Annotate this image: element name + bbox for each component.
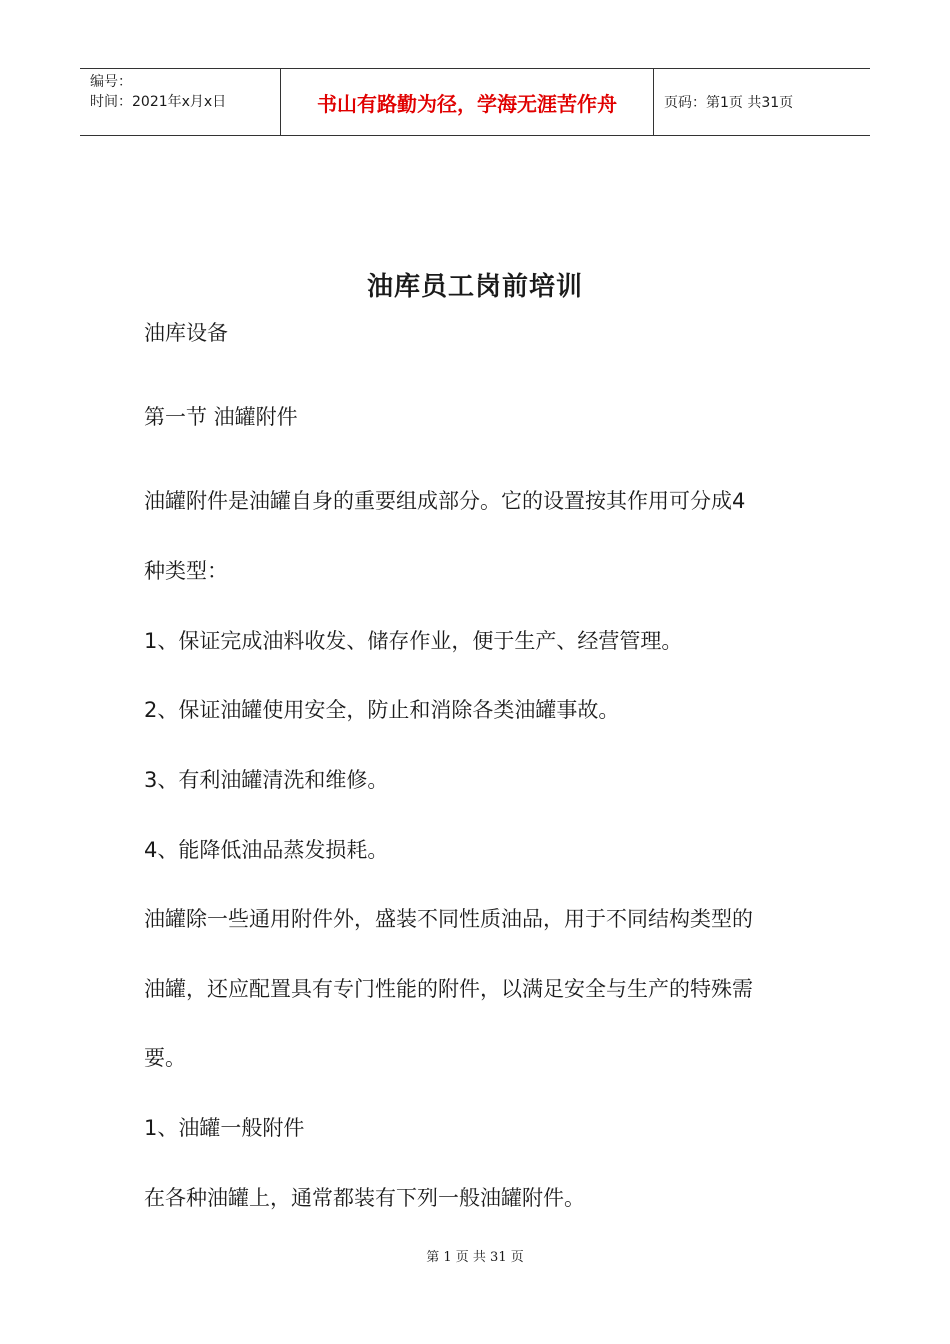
page-footer: 第 1 页 共 31 页 [426,1250,524,1265]
header-meta [80,69,281,135]
list-item: 2、保证油罐使用安全，防止和消除各类油罐事故。 [144,698,620,722]
paragraph-line: 油罐除一些通用附件外，盛装不同性质油品，用于不同结构类型的 [144,907,753,931]
paragraph-line: 在各种油罐上，通常都装有下列一般油罐附件。 [144,1186,585,1210]
paragraph-line: 油罐，还应配置具有专门性能的附件，以满足安全与生产的特殊需 [144,977,753,1001]
header-motto: 书山有路勤为径，学海无涯苦作舟 [281,69,654,135]
paragraph-line: 种类型： [144,559,228,583]
paragraph-line: 油罐附件是油罐自身的重要组成部分。它的设置按其作用可分成4 [144,489,746,513]
header-number-label: 编号： [90,74,132,90]
list-item: 3、有利油罐清洗和维修。 [144,768,389,792]
header-time-label: 时间：2021年x月x日 [90,94,227,110]
list-item: 1、油罐一般附件 [144,1116,305,1140]
document-title: 油库员工岗前培训 [366,272,583,302]
paragraph-line: 要。 [144,1046,186,1070]
list-item: 4、能降低油品蒸发损耗。 [144,838,389,862]
section-heading: 油库设备 [144,321,228,345]
header-page-info: 页码：第1页 共31页 [664,95,794,111]
list-item: 1、保证完成油料收发、储存作业，便于生产、经营管理。 [144,629,683,653]
subsection-heading: 第一节 油罐附件 [144,405,298,429]
page-header [80,68,870,136]
